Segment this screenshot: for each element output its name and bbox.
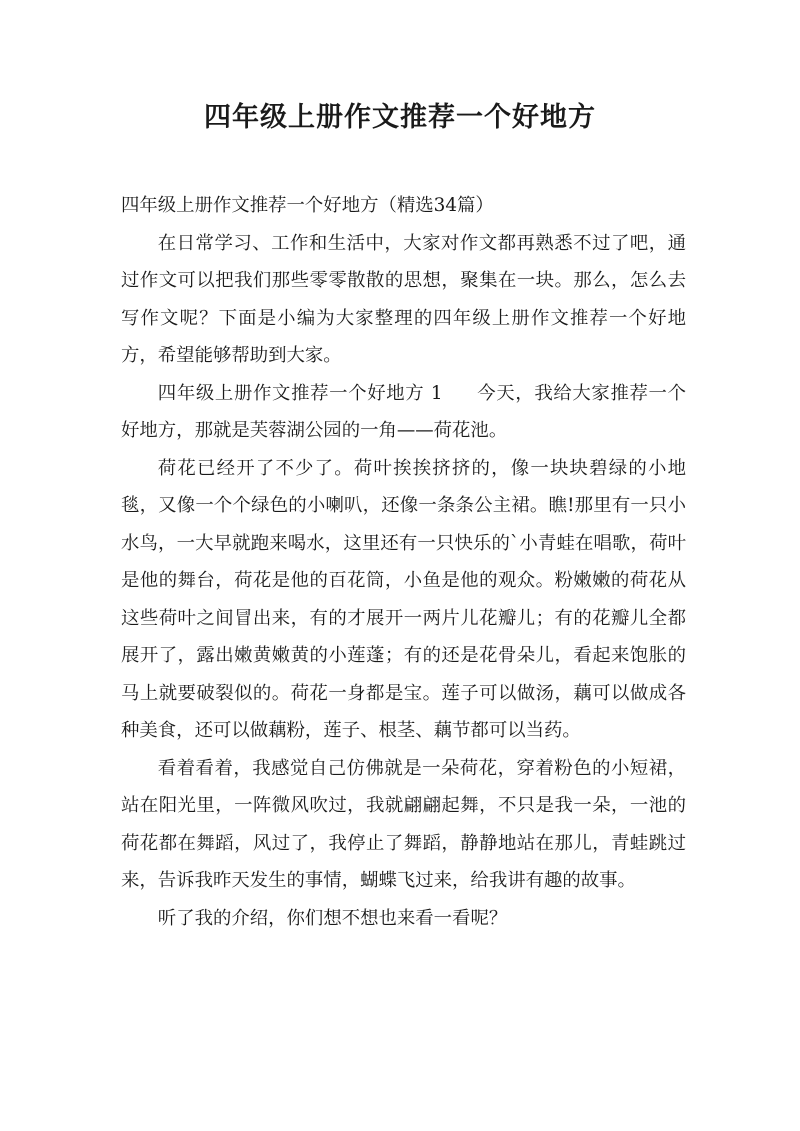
essay-heading-paragraph bbox=[121, 375, 686, 450]
document-body bbox=[121, 187, 686, 937]
essay-heading: 四年级上册作文推荐一个好地方 1 bbox=[157, 382, 443, 404]
document-subtitle: 四年级上册作文推荐一个好地方（精选34篇） bbox=[121, 195, 494, 216]
closing-paragraph: 听了我的介绍，你们想不想也来看一看呢？ bbox=[157, 907, 508, 929]
body-paragraph: 看着看着，我感觉自己仿佛就是一朵荷花，穿着粉色的小短裙，站在阳光里，一阵微风吹过，我就翩翩起舞，不只是我一朵，一池的荷花都在舞蹈，风过了，我停止了舞蹈，静静地站在那儿，青蛙跳过来，告诉我昨天发生的事情，蝴蝶飞过来，给我讲有趣的故事。 bbox=[121, 757, 686, 891]
body-paragraph: 荷花已经开了不少了。荷叶挨挨挤挤的，像一块块碧绿的小地毯，又像一个个绿色的小喇叭，还像一条条公主裙。瞧!那里有一只小水鸟，一大早就跑来喝水，这里还有一只快乐的`小青蛙在唱歌，荷叶是他的舞台，荷花是他的百花筒，小鱼是他的观众。粉嫩嫩的荷花从这些荷叶之间冒出来，有的才展开一两片儿花瓣儿；有的花瓣儿全都展开了，露出嫩黄嫩黄的小莲蓬；有的还是花骨朵儿，看起来饱胀的马上就要破裂似的。荷花一身都是宝。莲子可以做汤，藕可以做成各种美食，还可以做藕粉，莲子、根茎、藕节都可以当药。 bbox=[121, 457, 686, 741]
essay-opening: 今天，我给大家推荐一个好地方，那就是芙蓉湖公园的一角——荷花池。 bbox=[121, 382, 686, 441]
document-title: 四年级上册作文推荐一个好地方 bbox=[204, 102, 596, 133]
intro-paragraph: 在日常学习、工作和生活中，大家对作文都再熟悉不过了吧，通过作文可以把我们那些零零散散的思想，聚集在一块。那么，怎么去写作文呢？下面是小编为大家整理的四年级上册作文推荐一个好地方，希望能够帮助到大家。 bbox=[121, 232, 686, 366]
